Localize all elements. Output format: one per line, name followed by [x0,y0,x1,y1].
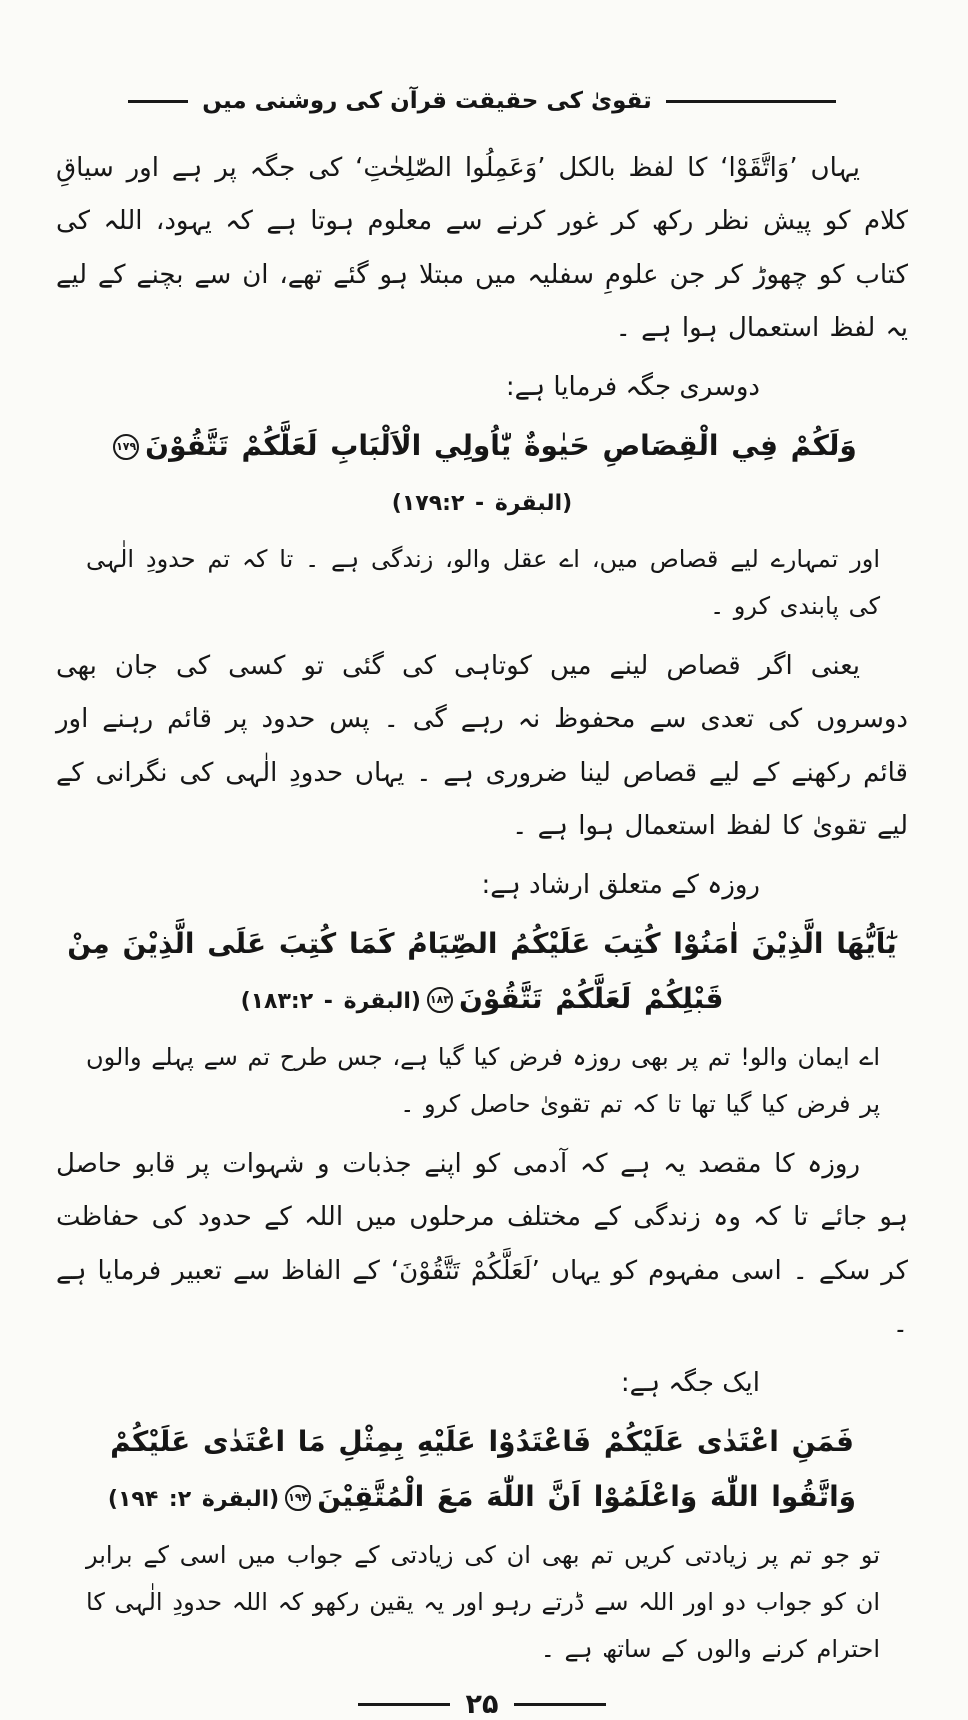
footer-rule-left [358,1703,450,1706]
page-footer [56,1689,908,1720]
translation-2: اے ایمان والو! تم پر بھی روزہ فرض کیا گیا ہے، جس طرح تم سے پہلے والوں پر فرض کیا گیا تھا تا کہ تم تقویٰ حاصل کرو ۔ [86,1043,880,1119]
page-title: تقویٰ کی حقیقت قرآن کی روشنی میں [202,88,652,114]
ayah-end-marker-2: ۱۸۳ [427,987,453,1013]
verse-1-reference: (البقرة - ۱۷۹:۲) [391,490,573,516]
verse-1-text: وَلَكُمْ فِي الْقِصَاصِ حَيٰوةٌ يّٰاُولِي الْاَلْبَابِ لَعَلَّكُمْ تَتَّقُوْنَ [145,429,857,463]
intro-line-2: دوسری جگہ فرمایا ہے: [505,372,760,403]
translation-1: اور تمہارے لیے قصاص میں، اے عقل والو، زندگی ہے ۔ تا کہ تم حدودِ الٰہی کی پابندی کرو ۔ [86,545,880,621]
header-rule-right [666,100,836,103]
translation-3: تو جو تم پر زیادتی کریں تم بھی ان کی زیادتی کے جواب میں اسی کے برابر ان کو جواب دو اور اللہ سے ڈرتے رہو اور یہ یقین رکھو کہ اللہ حدودِ الٰہی کا احترام کرنے والوں کے ساتھ ہے ۔ [86,1541,880,1663]
intro-line-4: ایک جگہ ہے: [620,1368,760,1399]
header-rule-left [128,100,188,103]
verse-2-reference: (البقرة - ۱۸۳:۲) [240,988,421,1014]
paragraph-1: یہاں ’وَاتَّقَوْا‘ کا لفظ بالکل ’وَعَمِلُوا الصّٰلِحٰتِ‘ کی جگہ پر ہے اور سیاقِ کلام کو پیش نظر رکھ کر غور کرنے سے معلوم ہوتا ہے کہ یہود، اللہ کی کتاب کو چھوڑ کر جن علومِ سفلیہ میں مبتلا ہو گئے تھے، ان سے بچنے کے لیے یہ لفظ استعمال ہوا ہے ۔ [56,153,908,343]
paragraph-3: روزہ کا مقصد یہ ہے کہ آدمی کو اپنے جذبات و شہوات پر قابو حاصل ہو جائے تا کہ وہ زندگی کے مختلف مرحلوں میں اللہ کے حدود کی حفاظت کر سکے ۔ اسی مفہوم کو یہاں ’لَعَلَّكُمْ تَتَّقُوْنَ‘ کے الفاظ سے تعبیر فرمایا ہے ۔ [56,1148,908,1339]
verse-3-text: فَمَنِ اعْتَدٰى عَلَيْكُمْ فَاعْتَدُوْا عَلَيْهِ بِمِثْلِ مَا اعْتَدٰى عَلَيْكُمْ وَاتَّقُوا اللّٰهَ وَاعْلَمُوْا اَنَّ اللّٰهَ مَعَ الْمُتَّقِيْنَ [110,1425,857,1513]
page-number: ۲۵ [465,1688,499,1720]
quran-verse-3 [66,1415,898,1524]
footer-rule-right [514,1703,606,1706]
verse-3-reference: (البقرة ۲: ۱۹۴) [107,1486,280,1512]
page-header [56,88,908,114]
verse-2-text: يٰٓاَيُّهَا الَّذِيْنَ اٰمَنُوْا كُتِبَ عَلَيْكُمُ الصِّيَامُ كَمَا كُتِبَ عَلَى الَّذِيْنَ مِنْ قَبْلِكُمْ لَعَلَّكُمْ تَتَّقُوْنَ [67,927,897,1015]
ayah-end-marker-1: ۱۷۹ [113,434,139,460]
paragraph-2: یعنی اگر قصاص لینے میں کوتاہی کی گئی تو کسی کی جان بھی دوسروں کی تعدی سے محفوظ نہ رہے گی ۔ پس حدود پر قائم رہنے اور قائم رکھنے کے لیے قصاص لینا ضروری ہے ۔ یہاں حدودِ الٰہی کی نگرانی کے لیے تقویٰ کا لفظ استعمال ہوا ہے ۔ [56,650,908,841]
ayah-end-marker-3: ۱۹۴ [285,1485,311,1511]
quran-verse-2 [66,917,898,1026]
intro-line-3: روزہ کے متعلق ارشاد ہے: [481,870,760,901]
quran-verse-1 [66,419,898,528]
